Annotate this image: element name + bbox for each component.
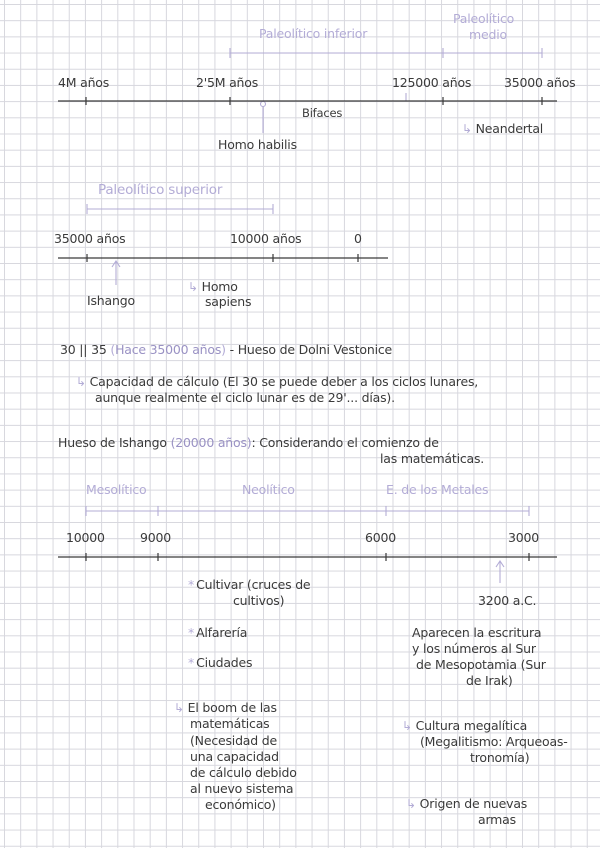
arrow-icon: ↳ bbox=[76, 375, 86, 389]
ishango-age: (20000 años) bbox=[170, 435, 252, 450]
dolni-close-paren: ) bbox=[221, 342, 226, 357]
capacidad-text-1: Capacidad de cálculo (El 30 se puede deber a los ciclos lunares, bbox=[89, 374, 479, 389]
homo-sapiens-line1: Homo bbox=[201, 279, 238, 294]
ishango-text-2: las matemáticas. bbox=[380, 451, 485, 466]
asterisk-icon: * bbox=[188, 655, 195, 670]
label-homo-sapiens bbox=[188, 281, 238, 294]
period-edad-metales: E. de los Metales bbox=[386, 482, 489, 497]
arrow-icon: ↳ bbox=[406, 797, 416, 811]
asterisk-icon: * bbox=[188, 577, 195, 592]
arrow-icon: ↳ bbox=[462, 122, 472, 136]
tick-label-4m: 4M años bbox=[58, 75, 110, 90]
period-paleolitico-medio-line1: Paleolítico bbox=[453, 11, 515, 26]
cultivar-text-1: Cultivar (cruces de bbox=[196, 577, 311, 592]
tick-label-2-5m: 2'5M años bbox=[196, 75, 259, 90]
alfareria-text: Alfarería bbox=[196, 625, 248, 640]
armas-text-1: Origen de nuevas bbox=[419, 796, 528, 811]
label-homo-habilis: Homo habilis bbox=[218, 137, 297, 152]
escritura-text-1: Aparecen la escritura bbox=[412, 625, 542, 640]
tick-label-6000: 6000 bbox=[365, 530, 397, 545]
boom-text-5: de cálculo debido bbox=[190, 765, 297, 780]
label-neandertal bbox=[462, 123, 543, 136]
tick-label-9000: 9000 bbox=[140, 530, 172, 545]
tick-label-10000-b: 10000 bbox=[66, 530, 105, 545]
homo-sapiens-line2: sapiens bbox=[205, 294, 252, 309]
megalitica-text-2: (Megalitismo: Arqueoas- bbox=[420, 734, 568, 749]
escritura-text-4: de Irak) bbox=[466, 673, 513, 688]
ishango-label: Hueso de Ishango bbox=[58, 435, 167, 450]
period-paleolitico-medio-line2: medio bbox=[469, 27, 507, 42]
ciudades-text: Ciudades bbox=[196, 655, 253, 670]
dolni-code: 30 || 35 bbox=[60, 342, 107, 357]
asterisk-icon: * bbox=[188, 625, 195, 640]
period-paleolitico-inferior: Paleolítico inferior bbox=[259, 26, 368, 41]
tick-label-10000: 10000 años bbox=[230, 231, 302, 246]
boom-text-4: una capacidad bbox=[190, 749, 279, 764]
boom-text-1: El boom de las bbox=[187, 700, 277, 715]
label-bifaces: Bifaces bbox=[302, 106, 343, 120]
neandertal-text: Neandertal bbox=[475, 121, 544, 136]
escritura-text-3: de Mesopotamia (Sur bbox=[416, 657, 546, 672]
arrow-icon: ↳ bbox=[188, 280, 198, 294]
arrow-icon: ↳ bbox=[402, 719, 412, 733]
item-alfareria bbox=[188, 627, 247, 640]
boom-text-7: económico) bbox=[205, 797, 276, 812]
note-capacidad-line1 bbox=[76, 376, 478, 389]
cultivar-text-2: cultivos) bbox=[233, 593, 285, 608]
period-neolitico: Neolítico bbox=[242, 482, 295, 497]
escritura-text-2: y los números al Sur bbox=[412, 641, 536, 656]
label-3200-ac: 3200 a.C. bbox=[478, 593, 537, 608]
armas-line-1 bbox=[406, 798, 527, 811]
item-ciudades bbox=[188, 657, 252, 670]
megalitica-line-1 bbox=[402, 720, 527, 733]
dolni-age: Hace 35000 años bbox=[115, 342, 222, 357]
period-mesolitico: Mesolítico bbox=[86, 482, 147, 497]
dolni-text: - Hueso de Dolni Vestonice bbox=[229, 342, 393, 357]
label-ishango: Ishango bbox=[87, 293, 135, 308]
megalitica-text-1: Cultura megalítica bbox=[415, 718, 528, 733]
arrow-icon: ↳ bbox=[174, 701, 184, 715]
note-capacidad-line2: aunque realmente el ciclo lunar es de 29'... días). bbox=[95, 390, 395, 405]
tick-label-125000: 125000 años bbox=[392, 75, 472, 90]
boom-line-1 bbox=[174, 702, 277, 715]
megalitica-text-3: tronomía) bbox=[470, 750, 530, 765]
period-paleolitico-superior: Paleolítico superior bbox=[98, 182, 223, 198]
note-dolni-vestonice bbox=[60, 344, 392, 357]
tick-label-35000-b: 35000 años bbox=[54, 231, 126, 246]
tick-label-0: 0 bbox=[354, 231, 362, 246]
boom-text-3: (Necesidad de bbox=[190, 733, 277, 748]
item-cultivar bbox=[188, 579, 310, 592]
tick-label-35000: 35000 años bbox=[504, 75, 576, 90]
boom-text-6: al nuevo sistema bbox=[190, 781, 294, 796]
dolni-open-paren: ( bbox=[110, 342, 116, 357]
ishango-text-1: Considerando el comienzo de bbox=[259, 435, 439, 450]
armas-text-2: armas bbox=[478, 812, 516, 827]
boom-text-2: matemáticas bbox=[190, 716, 270, 731]
note-ishango-bone bbox=[58, 437, 439, 450]
ishango-colon: : bbox=[251, 435, 256, 450]
tick-label-3000: 3000 bbox=[508, 530, 540, 545]
